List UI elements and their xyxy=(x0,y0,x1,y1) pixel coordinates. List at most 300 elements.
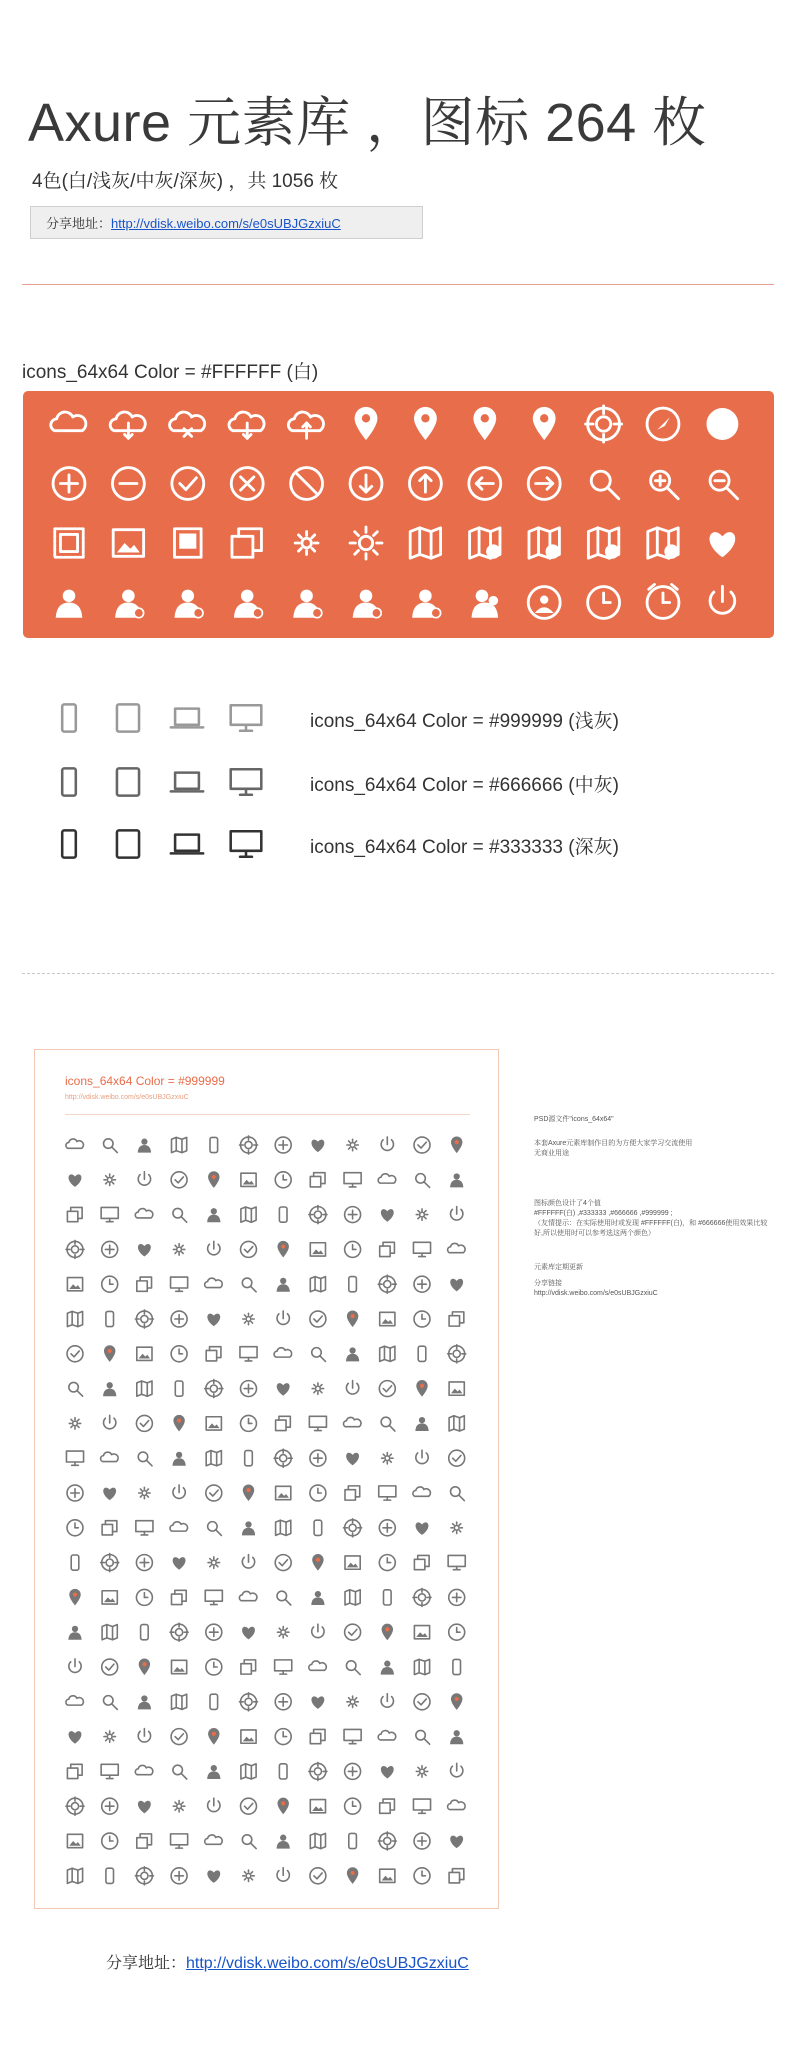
sun-small-icon xyxy=(312,1383,323,1394)
heart-icon xyxy=(242,1627,255,1640)
check-circle-icon xyxy=(241,1241,257,1257)
device-label-medium: icons_64x64 Color = #666666 (中灰) xyxy=(310,775,619,796)
user-check-icon xyxy=(234,590,263,618)
search-icon xyxy=(242,1278,256,1292)
copy-icon xyxy=(172,1590,187,1604)
cloud-icon xyxy=(239,1591,257,1600)
heart-icon xyxy=(311,1696,324,1709)
compass-icon xyxy=(647,408,679,440)
plus-circle-icon xyxy=(414,1833,430,1849)
plus-circle-icon xyxy=(379,1520,395,1536)
map-icon xyxy=(102,1625,117,1640)
plus-circle-icon xyxy=(345,1763,361,1779)
sun-small-icon xyxy=(69,1418,80,1429)
user-icon xyxy=(207,1765,220,1779)
power-icon xyxy=(451,1763,463,1776)
power-icon xyxy=(69,1659,81,1672)
user-icon xyxy=(172,1452,185,1466)
cloud-icon xyxy=(274,1348,292,1357)
search-icon xyxy=(381,1417,395,1431)
copy-icon xyxy=(310,1173,325,1187)
clock-icon xyxy=(379,1555,395,1571)
search-icon xyxy=(277,1591,291,1605)
monitor-icon xyxy=(413,1799,430,1813)
power-icon xyxy=(277,1311,289,1324)
monitor-icon xyxy=(309,1416,326,1430)
cloud-down-icon xyxy=(229,412,264,438)
cloud-error-icon xyxy=(170,412,205,436)
power-icon xyxy=(104,1415,116,1428)
map-pin-icon xyxy=(208,1728,219,1745)
clock-icon xyxy=(171,1346,187,1362)
phone-icon xyxy=(106,1311,114,1326)
monitor-icon xyxy=(231,769,262,795)
tablet-icon xyxy=(117,768,139,795)
user-icon xyxy=(277,1835,290,1849)
copy-icon xyxy=(380,1242,395,1256)
plus-circle-icon xyxy=(275,1137,291,1153)
user-icon xyxy=(242,1521,255,1535)
copy-icon xyxy=(137,1834,152,1848)
crosshair-icon xyxy=(205,1380,223,1398)
clock-icon xyxy=(310,1485,326,1501)
sun-small-icon xyxy=(347,1696,358,1707)
monitor-icon xyxy=(344,1729,361,1743)
clock-icon xyxy=(345,1241,361,1257)
share-prefix: 分享地址： xyxy=(46,216,112,231)
clock-icon xyxy=(275,1172,291,1188)
check-circle-icon xyxy=(414,1137,430,1153)
heart-icon xyxy=(710,532,736,557)
map-icon xyxy=(449,1416,464,1431)
zoom-in-icon xyxy=(651,471,679,499)
cloud-icon xyxy=(205,1278,223,1287)
crosshair-icon xyxy=(413,1588,431,1606)
cloud-upload-icon xyxy=(288,412,323,438)
crosshair-icon xyxy=(239,1136,257,1154)
plus-circle-icon xyxy=(414,1276,430,1292)
white-icon-panel xyxy=(23,391,774,638)
cloud-icon xyxy=(101,1452,119,1461)
sun-small-icon xyxy=(416,1766,427,1777)
image-icon xyxy=(276,1486,291,1499)
footer-share-prefix: 分享地址： xyxy=(106,1955,187,1972)
monitor-icon xyxy=(171,1277,188,1291)
copy-icon xyxy=(380,1799,395,1813)
page-title: Axure 元素库 ，图标 264 枚 xyxy=(28,93,707,153)
search-icon xyxy=(242,1835,256,1849)
plus-circle-icon xyxy=(136,1555,152,1571)
sun-small-icon xyxy=(382,1453,393,1464)
image-icon xyxy=(380,1869,395,1882)
map-icon xyxy=(206,1451,221,1466)
plus-circle-icon xyxy=(102,1798,118,1814)
user-icon xyxy=(381,1661,394,1675)
phone-icon xyxy=(62,830,76,857)
monitor-icon xyxy=(379,1486,396,1500)
phone-icon xyxy=(106,1868,114,1883)
heart-icon xyxy=(207,1314,220,1327)
preview-icon-grid xyxy=(35,1050,500,1910)
crosshair-icon xyxy=(586,406,622,442)
clock-icon xyxy=(275,1729,291,1745)
power-icon xyxy=(138,1172,150,1185)
cloud-icon xyxy=(413,1487,431,1496)
check-circle-icon xyxy=(310,1868,326,1884)
phone-icon xyxy=(210,1137,218,1152)
check-circle-icon xyxy=(206,1485,222,1501)
heart-icon xyxy=(450,1836,463,1849)
image-icon xyxy=(172,1660,187,1673)
arrow-right-circle-icon xyxy=(528,468,560,500)
clock-icon xyxy=(206,1659,222,1675)
map-icon xyxy=(380,1346,395,1361)
map-pin-add-icon xyxy=(473,407,496,440)
notes-panel xyxy=(534,1115,794,1299)
note-share-url: http://vdisk.weibo.com/s/e0sUBJGzxiuC xyxy=(534,1290,658,1297)
dashed-divider xyxy=(22,973,774,974)
image-icon xyxy=(206,1417,221,1430)
phone-icon xyxy=(349,1833,357,1848)
note-noncommercial: 无商业用途 xyxy=(534,1150,569,1157)
monitor-icon xyxy=(231,831,262,857)
map-pin-icon xyxy=(347,1310,358,1327)
ban-icon xyxy=(291,468,323,500)
power-icon xyxy=(381,1694,393,1707)
search-icon xyxy=(416,1174,430,1188)
power-icon xyxy=(416,1450,428,1463)
map-pin-icon xyxy=(312,1554,323,1571)
copy-icon xyxy=(206,1347,221,1361)
note-tip: （友情提示：在实际使用时或发现 #FFFFFF(白)，和 #666666使用效果比较 xyxy=(534,1220,768,1227)
check-circle-icon xyxy=(414,1694,430,1710)
map-pin-icon xyxy=(173,1415,184,1432)
monitor-icon xyxy=(101,1207,118,1221)
note-tip-cont: 好,所以使用时可以参考选这两个颜色） xyxy=(534,1230,655,1237)
clock-icon xyxy=(449,1624,465,1640)
heart-icon xyxy=(207,1870,220,1883)
copy-icon xyxy=(67,1207,82,1221)
check-circle-icon xyxy=(102,1659,118,1675)
preview-url: http://vdisk.weibo.com/s/e0sUBJGzxiuC xyxy=(65,1094,189,1101)
monitor-icon xyxy=(448,1555,465,1569)
sun-small-icon xyxy=(104,1731,115,1742)
monitor-icon xyxy=(136,1521,153,1535)
user-back-icon xyxy=(353,590,382,618)
user-icon xyxy=(103,1382,116,1396)
map-icon xyxy=(67,1311,82,1326)
clock-icon xyxy=(102,1833,118,1849)
sun-large-icon xyxy=(350,527,382,559)
cloud-icon xyxy=(205,1835,223,1844)
cloud-icon xyxy=(170,1522,188,1531)
crosshair-icon xyxy=(170,1623,188,1641)
power-icon xyxy=(346,1381,358,1394)
power-icon xyxy=(208,1241,220,1254)
image-icon xyxy=(414,1626,429,1639)
heart-icon xyxy=(416,1522,429,1535)
user-icon xyxy=(415,1417,428,1431)
crosshair-icon xyxy=(135,1867,153,1885)
close-circle-icon xyxy=(231,468,263,500)
zoom-out-icon xyxy=(710,471,738,499)
share-link[interactable]: http://vdisk.weibo.com/s/e0sUBJGzxiuC xyxy=(111,216,341,231)
copy-icon xyxy=(241,1660,256,1674)
sun-small-icon xyxy=(139,1487,150,1498)
sun-small-icon xyxy=(173,1244,184,1255)
monitor-icon xyxy=(275,1660,292,1674)
tablet-icon xyxy=(117,704,139,731)
map-pin-icon xyxy=(104,1345,115,1362)
footer-share-link[interactable]: http://vdisk.weibo.com/s/e0sUBJGzxiuC xyxy=(186,1955,469,1972)
heart-icon xyxy=(138,1801,151,1814)
plus-circle-icon xyxy=(53,468,85,500)
users-icon xyxy=(472,590,499,618)
copy-icon xyxy=(345,1486,360,1500)
cloud-icon xyxy=(135,1765,153,1774)
cloud-icon xyxy=(378,1174,396,1183)
note-share-title: 分享链接 xyxy=(534,1280,562,1287)
user-icon xyxy=(450,1730,463,1744)
plus-circle-icon xyxy=(310,1450,326,1466)
plus-circle-icon xyxy=(171,1311,187,1327)
monitor-icon xyxy=(171,1834,188,1848)
image-icon xyxy=(113,530,143,557)
map-icon xyxy=(414,1659,429,1674)
plus-circle-icon xyxy=(345,1207,361,1223)
copy-icon xyxy=(67,1764,82,1778)
note-colors-title: 图标颜色设计了4个值 xyxy=(534,1200,601,1207)
check-circle-icon xyxy=(275,1555,291,1571)
image-icon xyxy=(241,1730,256,1743)
user-icon xyxy=(138,1695,151,1709)
clock-icon xyxy=(136,1589,152,1605)
clock-icon xyxy=(67,1520,83,1536)
crosshair-icon xyxy=(101,1554,119,1572)
sun-small-icon xyxy=(451,1522,462,1533)
map-icon xyxy=(241,1207,256,1222)
search-icon xyxy=(104,1696,118,1710)
check-circle-icon xyxy=(345,1624,361,1640)
copy-icon xyxy=(449,1312,464,1326)
crosshair-icon xyxy=(378,1275,396,1293)
cloud-icon xyxy=(66,1696,84,1705)
check-circle-icon xyxy=(171,1729,187,1745)
device-label-light: icons_64x64 Color = #999999 (浅灰) xyxy=(310,711,619,732)
heart-icon xyxy=(69,1731,82,1744)
crosshair-icon xyxy=(378,1832,396,1850)
power-icon xyxy=(451,1207,463,1220)
user-circle-icon xyxy=(528,587,560,619)
map-close-icon xyxy=(648,528,679,559)
heart-icon xyxy=(69,1174,82,1187)
map-icon xyxy=(241,1764,256,1779)
search-icon xyxy=(312,1348,326,1362)
white-section-label: icons_64x64 Color = #FFFFFF (白) xyxy=(22,362,319,383)
crosshair-icon xyxy=(309,1206,327,1224)
device-row-light xyxy=(50,693,290,743)
heart-icon xyxy=(381,1766,394,1779)
minus-circle-icon xyxy=(112,468,144,500)
cloud-download-icon xyxy=(110,412,145,438)
monitor-icon xyxy=(205,1590,222,1604)
power-icon xyxy=(710,586,735,613)
sun-small-icon xyxy=(347,1139,358,1150)
monitor-icon xyxy=(413,1242,430,1256)
stamp-icon xyxy=(55,529,84,558)
plus-circle-icon xyxy=(171,1868,187,1884)
crosshair-icon xyxy=(344,1519,362,1537)
phone-icon xyxy=(175,1381,183,1396)
image-icon xyxy=(310,1800,325,1813)
copy-icon xyxy=(137,1277,152,1291)
image-icon xyxy=(67,1278,82,1291)
map-icon xyxy=(310,1277,325,1292)
map-icon xyxy=(172,1694,187,1709)
phone-icon xyxy=(279,1764,287,1779)
check-circle-icon xyxy=(67,1346,83,1362)
search-icon xyxy=(591,471,619,499)
phone-icon xyxy=(210,1694,218,1709)
user-icon xyxy=(68,1626,81,1640)
user-remove-icon xyxy=(175,590,204,618)
search-icon xyxy=(138,1452,152,1466)
phone-icon xyxy=(71,1555,79,1570)
monitor-icon xyxy=(344,1173,361,1187)
preview-title: icons_64x64 Color = #999999 xyxy=(65,1074,225,1088)
cloud-icon xyxy=(51,412,86,431)
clock-icon xyxy=(588,587,620,619)
heart-icon xyxy=(173,1557,186,1570)
plus-circle-icon xyxy=(102,1241,118,1257)
device-row-dark xyxy=(50,819,290,869)
search-icon xyxy=(173,1208,187,1222)
monitor-icon xyxy=(240,1347,257,1361)
arrow-down-circle-icon xyxy=(350,468,382,500)
image-icon xyxy=(137,1347,152,1360)
laptop-icon xyxy=(171,709,203,728)
phone-icon xyxy=(418,1346,426,1361)
plus-circle-icon xyxy=(206,1624,222,1640)
map-pin-remove-icon xyxy=(533,407,556,440)
check-circle-icon xyxy=(379,1381,395,1397)
search-icon xyxy=(208,1522,222,1536)
phone-icon xyxy=(384,1590,392,1605)
copy-icon xyxy=(276,1416,291,1430)
image-icon xyxy=(67,1834,82,1847)
cloud-icon xyxy=(135,1209,153,1218)
user-icon xyxy=(450,1173,463,1187)
check-circle-icon xyxy=(310,1311,326,1327)
power-icon xyxy=(208,1798,220,1811)
copy-icon xyxy=(310,1729,325,1743)
white-icon-grid xyxy=(23,391,774,638)
device-label-dark: icons_64x64 Color = #333333 (深灰) xyxy=(310,837,619,858)
sun-small-icon xyxy=(208,1557,219,1568)
monitor-icon xyxy=(66,1451,83,1465)
search-icon xyxy=(69,1382,83,1396)
search-icon xyxy=(173,1765,187,1779)
user-icon xyxy=(311,1591,324,1605)
power-icon xyxy=(277,1868,289,1881)
phone-icon xyxy=(349,1277,357,1292)
map-pin-icon xyxy=(355,407,378,440)
phone-icon xyxy=(279,1207,287,1222)
map-icon xyxy=(67,1868,82,1883)
map-icon xyxy=(410,528,440,558)
map-icon xyxy=(172,1137,187,1152)
note-update: 元素库定期更新 xyxy=(534,1264,583,1271)
image-icon xyxy=(102,1591,117,1604)
map-pin-icon xyxy=(451,1693,462,1710)
map-add-icon xyxy=(470,528,501,559)
search-icon xyxy=(104,1139,118,1153)
phone-icon xyxy=(62,768,76,795)
clock-icon xyxy=(345,1798,361,1814)
user-add-icon xyxy=(115,590,144,618)
crosshair-icon xyxy=(309,1762,327,1780)
heart-icon xyxy=(450,1279,463,1292)
power-icon xyxy=(381,1137,393,1150)
page-subtitle: 4色(白/浅灰/中灰/深灰) ，共 1056 枚 xyxy=(32,171,339,192)
preview-sheet xyxy=(34,1049,499,1909)
section-divider xyxy=(22,284,774,285)
check-circle-icon xyxy=(449,1450,465,1466)
image-icon xyxy=(345,1556,360,1569)
map-icon xyxy=(137,1381,152,1396)
footer-share xyxy=(106,1950,469,1973)
monitor-icon xyxy=(231,705,262,731)
sun-small-icon xyxy=(243,1870,254,1881)
map-icon xyxy=(276,1520,291,1535)
crosshair-icon xyxy=(135,1310,153,1328)
crosshair-icon xyxy=(274,1449,292,1467)
user-delete-icon xyxy=(293,590,322,618)
monitor-icon xyxy=(101,1764,118,1778)
cloud-icon xyxy=(343,1417,361,1426)
plus-circle-icon xyxy=(241,1381,257,1397)
search-icon xyxy=(416,1730,430,1744)
copy-icon xyxy=(414,1555,429,1569)
copy-icon xyxy=(102,1521,117,1535)
plus-circle-icon xyxy=(67,1485,83,1501)
heart-icon xyxy=(138,1244,151,1257)
heart-icon xyxy=(346,1453,359,1466)
map-icon xyxy=(310,1833,325,1848)
crosshair-icon xyxy=(66,1797,84,1815)
note-purpose: 本套Axure元素库制作目的为方便大家学习交流使用 xyxy=(534,1140,693,1147)
phone-icon xyxy=(453,1659,461,1674)
image-icon xyxy=(380,1312,395,1325)
alarm-icon xyxy=(647,584,679,618)
sun-small-icon xyxy=(173,1801,184,1812)
power-icon xyxy=(242,1555,254,1568)
heart-icon xyxy=(381,1209,394,1222)
map-icon xyxy=(345,1590,360,1605)
map-pin-icon xyxy=(243,1484,254,1501)
tablet-icon xyxy=(117,830,139,857)
search-icon xyxy=(346,1661,360,1675)
search-icon xyxy=(451,1487,465,1501)
user-icon xyxy=(56,590,83,618)
arrow-left-circle-icon xyxy=(469,468,501,500)
cloud-icon xyxy=(448,1243,466,1252)
map-check-icon xyxy=(588,528,619,559)
map-pin-icon xyxy=(451,1136,462,1153)
phone-icon xyxy=(245,1451,253,1466)
cloud-icon xyxy=(66,1139,84,1148)
laptop-icon xyxy=(171,773,203,792)
